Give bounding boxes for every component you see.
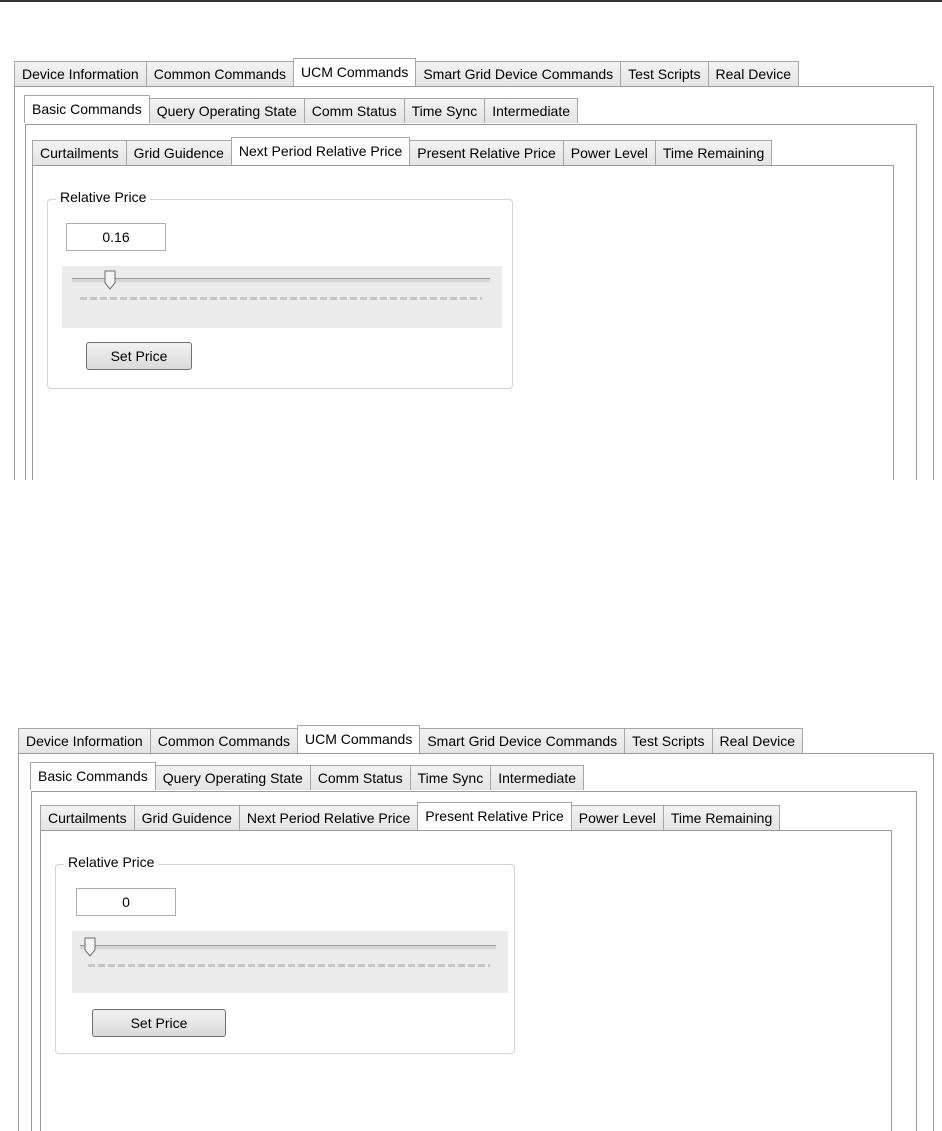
tab-smart-grid-device-commands[interactable]: Smart Grid Device Commands: [420, 728, 625, 753]
command-tab-page: [32, 165, 894, 480]
sub-tab-page: [25, 124, 917, 480]
tab-ucm-commands[interactable]: UCM Commands: [297, 725, 420, 753]
slider-track: [80, 945, 496, 950]
slider-ticks: [80, 297, 482, 300]
relative-price-value[interactable]: 0: [76, 888, 176, 916]
tab-query-operating-state[interactable]: Query Operating State: [150, 98, 305, 123]
relative-price-label: Relative Price: [64, 854, 158, 870]
tab-intermediate[interactable]: Intermediate: [485, 98, 578, 123]
set-price-button[interactable]: Set Price: [86, 342, 192, 370]
tab-time-remaining[interactable]: Time Remaining: [664, 805, 780, 830]
tab-power-level[interactable]: Power Level: [572, 805, 664, 830]
tab-present-relative-price[interactable]: Present Relative Price: [410, 140, 564, 165]
tab-ucm-commands[interactable]: UCM Commands: [293, 58, 416, 86]
tab-time-remaining[interactable]: Time Remaining: [656, 140, 772, 165]
tab-present-relative-price[interactable]: Present Relative Price: [417, 802, 572, 830]
tab-test-scripts[interactable]: Test Scripts: [621, 61, 708, 86]
tab-curtailments[interactable]: Curtailments: [40, 805, 135, 830]
command-tab-strip: [32, 137, 772, 165]
tab-common-commands[interactable]: Common Commands: [147, 61, 294, 86]
relative-price-label: Relative Price: [56, 189, 150, 205]
sub-tab-page: [31, 791, 917, 1131]
tab-smart-grid-device-commands[interactable]: Smart Grid Device Commands: [416, 61, 621, 86]
relative-price-slider[interactable]: [62, 266, 502, 328]
set-price-button[interactable]: Set Price: [92, 1009, 226, 1037]
main-tab-strip: [18, 725, 803, 753]
tab-curtailments[interactable]: Curtailments: [32, 140, 127, 165]
tab-next-period-relative-price[interactable]: Next Period Relative Price: [240, 805, 418, 830]
sub-tab-strip: [25, 95, 578, 123]
tab-common-commands[interactable]: Common Commands: [151, 728, 298, 753]
relative-price-group: [47, 189, 513, 389]
tab-time-sync[interactable]: Time Sync: [405, 98, 486, 123]
tab-comm-status[interactable]: Comm Status: [305, 98, 405, 123]
tab-basic-commands[interactable]: Basic Commands: [24, 95, 150, 123]
screenshot-panel-2: [18, 723, 934, 1131]
tab-intermediate[interactable]: Intermediate: [491, 765, 584, 790]
tab-next-period-relative-price[interactable]: Next Period Relative Price: [231, 137, 410, 165]
command-tab-strip: [40, 802, 780, 830]
main-tab-strip: [14, 58, 799, 86]
tab-device-information[interactable]: Device Information: [18, 728, 151, 753]
tab-grid-guidence[interactable]: Grid Guidence: [127, 140, 232, 165]
slider-thumb-icon[interactable]: [104, 270, 116, 290]
slider-thumb-icon[interactable]: [84, 937, 96, 957]
relative-price-value[interactable]: 0.16: [66, 223, 166, 251]
tab-power-level[interactable]: Power Level: [564, 140, 656, 165]
tab-real-device[interactable]: Real Device: [713, 728, 803, 753]
relative-price-group: [55, 854, 515, 1054]
page-top-rule: [0, 0, 942, 2]
tab-comm-status[interactable]: Comm Status: [311, 765, 411, 790]
main-tab-page: [14, 86, 934, 480]
relative-price-slider[interactable]: [72, 931, 508, 993]
tab-grid-guidence[interactable]: Grid Guidence: [135, 805, 240, 830]
tab-test-scripts[interactable]: Test Scripts: [625, 728, 712, 753]
tab-real-device[interactable]: Real Device: [709, 61, 799, 86]
slider-ticks: [88, 964, 490, 967]
tab-query-operating-state[interactable]: Query Operating State: [156, 765, 311, 790]
command-tab-page: [40, 830, 892, 1131]
slider-track: [72, 278, 490, 283]
main-tab-page: [18, 753, 934, 1131]
tab-time-sync[interactable]: Time Sync: [411, 765, 492, 790]
sub-tab-strip: [31, 762, 584, 790]
screenshot-panel-1: [14, 56, 934, 480]
tab-device-information[interactable]: Device Information: [14, 61, 147, 86]
tab-basic-commands[interactable]: Basic Commands: [30, 762, 156, 790]
